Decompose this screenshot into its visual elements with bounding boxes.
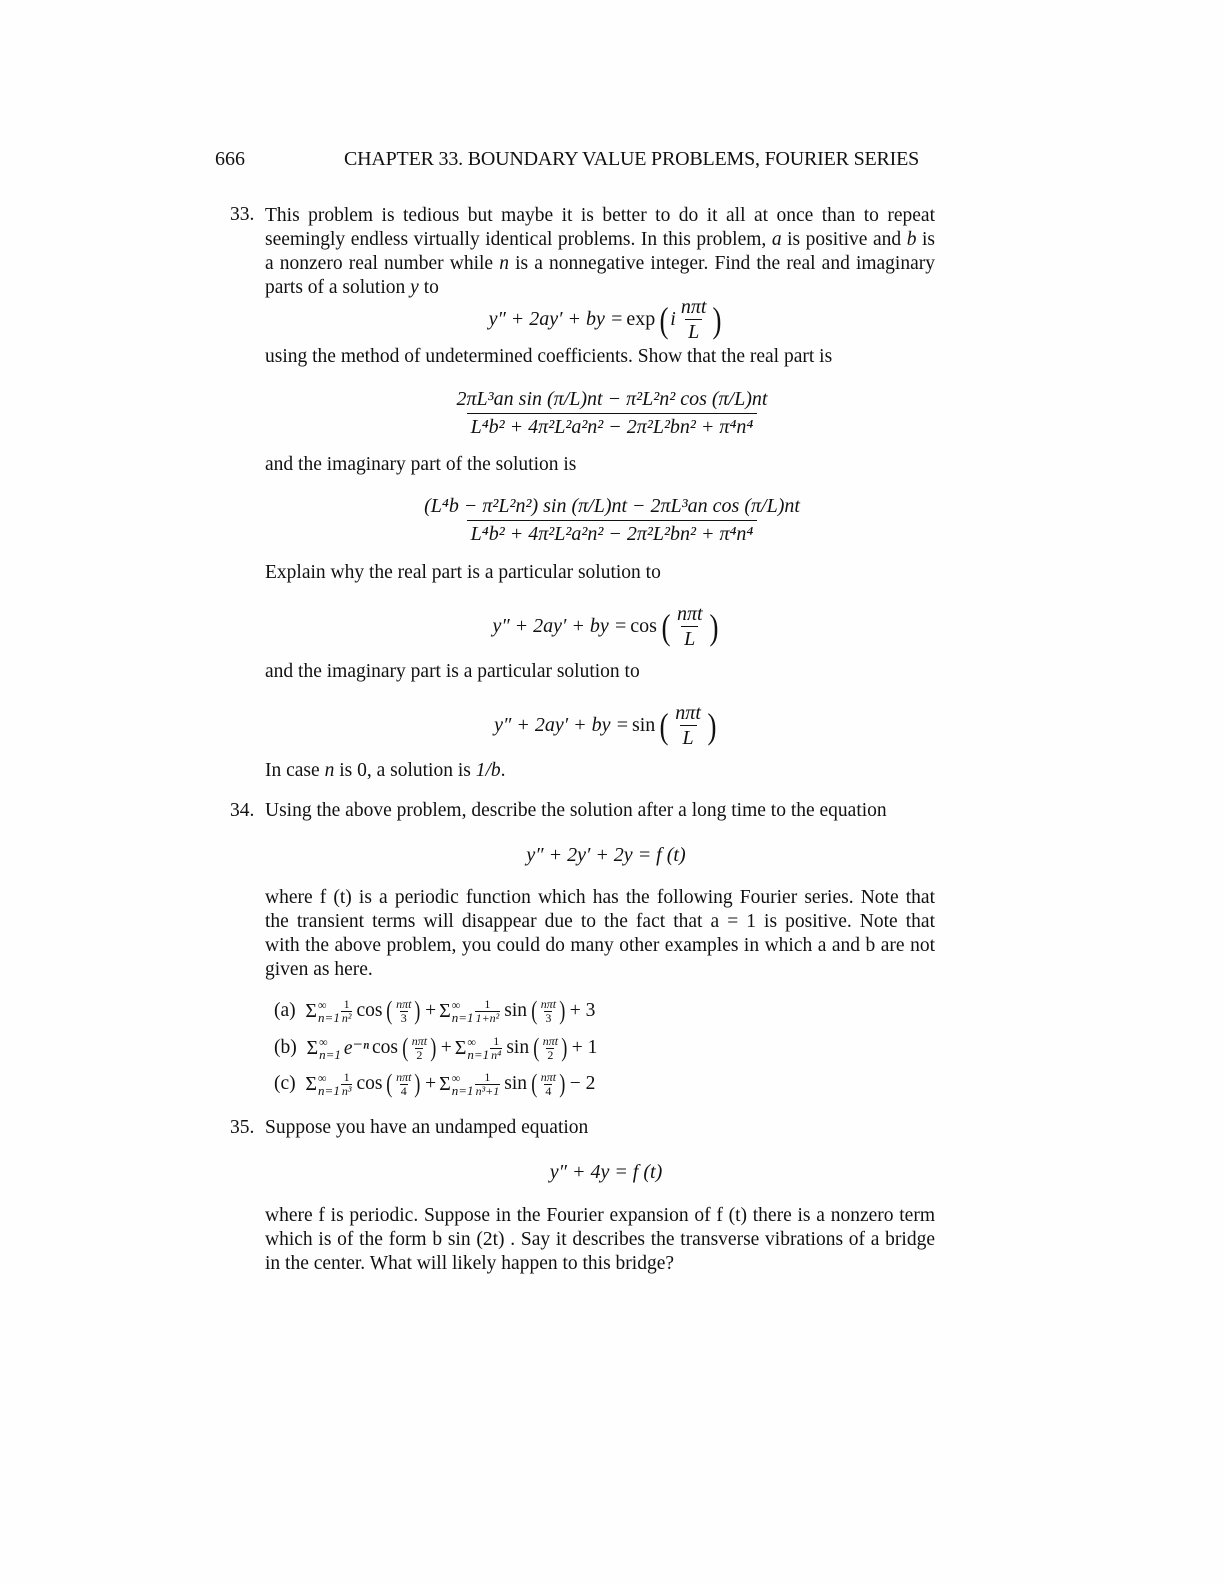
series-item-b: (b) Σ ∞ n=1 e⁻ⁿ cos ( nπt 2 ) + Σ ∞ n=1 1 n⁴ sin ( nπt 2 ) + 1 [274, 1033, 598, 1063]
problem-35-text: Suppose you have an undamped equation [265, 1117, 589, 1138]
p35-line-3: in the center. What will likely happen to this bridge? [265, 1253, 675, 1274]
problem-34-number: 34. [230, 800, 255, 821]
sum-symbol: Σ ∞ n=1 [305, 997, 340, 1025]
real-part-formula: $\frac{\text{2πL³an sin (π/L)nt − π²L²n² cos (π/L)nt}}{\text{L⁴b² + 4π²L²a²n² − 2π²L²bn² + π⁴n⁴}}$ [456, 388, 768, 438]
equation-35: y″ + 4y = f (t) [549, 1161, 663, 1183]
problem-34-paragraph [265, 886, 935, 982]
text-imag-part: and the imaginary part of the solution is [265, 454, 577, 475]
imag-part-formula: $\frac{\text{(L⁴b − π²L²n²) sin (π/L)nt − 2πL³an cos (π/L)nt}}{\text{L⁴b² + 4π²L²a²n² − 2π²L²bn² + π⁴n⁴}}$ [424, 495, 800, 545]
chapter-title: CHAPTER 33. BOUNDARY VALUE PROBLEMS, FOURIER SERIES [344, 148, 920, 170]
p34-line-3: with the above problem, you could do many other examples in which a and b are not [265, 935, 935, 956]
p34-line-1: where f (t) is a periodic function which has the following Fourier series. Note that [265, 887, 935, 908]
intro-line-4: parts of a solution y to [265, 277, 439, 298]
text-explain: Explain why the real part is a particular solution to [265, 562, 661, 583]
page-number: 666 [215, 148, 245, 170]
equation-cos: y″ + 2ay′ + by = cos ( $\frac{\text{nπt}}{L}$ ) [492, 603, 719, 650]
text-and-imag: and the imaginary part is a particular solution to [265, 661, 640, 682]
p34-line-4: given as here. [265, 959, 373, 980]
equation-exp: y″ + 2ay′ + by = exp ( i $\frac{\text{nπt}}{L}$ ) [488, 296, 722, 343]
intro-line-3: a nonzero real number while n is a nonnegative integer. Find the real and imaginary [265, 253, 935, 274]
problem-34-text: Using the above problem, describe the solution after a long time to the equation [265, 800, 887, 821]
p34-line-2: the transient terms will disappear due to the fact that a = 1 is positive. Note that [265, 911, 935, 932]
problem-35-number: 35. [230, 1117, 255, 1138]
p35-line-1: where f is periodic. Suppose in the Fourier expansion of f (t) there is a nonzero term [265, 1205, 935, 1226]
equation-sin: y″ + 2ay′ + by = sin ( $\frac{\text{nπt}}{L}$ ) [494, 702, 717, 749]
problem-33-number: 33. [230, 204, 255, 225]
p35-line-2: which is of the form b sin (2t) . Say it describes the transverse vibrations of a bridge [265, 1229, 935, 1250]
equation-34: y″ + 2y′ + 2y = f (t) [526, 844, 686, 866]
text-case-n-zero: In case n is 0, a solution is 1/b. [265, 760, 506, 781]
series-item-a: (a) Σ ∞ n=1 1 n² cos ( nπt 3 ) + Σ ∞ n=1 1 1+n² sin ( nπt 3 ) + 3 [274, 996, 596, 1026]
series-item-c: (c) Σ ∞ n=1 1 n³ cos ( nπt 4 ) + Σ ∞ n=1 1 n³+1 sin ( nπt 4 ) − 2 [274, 1069, 596, 1099]
intro-line-2: seemingly endless virtually identical problems. In this problem, a is positive and b is [265, 229, 935, 250]
problem-33-intro [265, 204, 935, 300]
problem-35-paragraph [265, 1204, 935, 1276]
intro-line-1: This problem is tedious but maybe it is better to do it all at once than to repeat [265, 205, 935, 226]
text-real-part: using the method of undetermined coefficients. Show that the real part is [265, 346, 833, 367]
